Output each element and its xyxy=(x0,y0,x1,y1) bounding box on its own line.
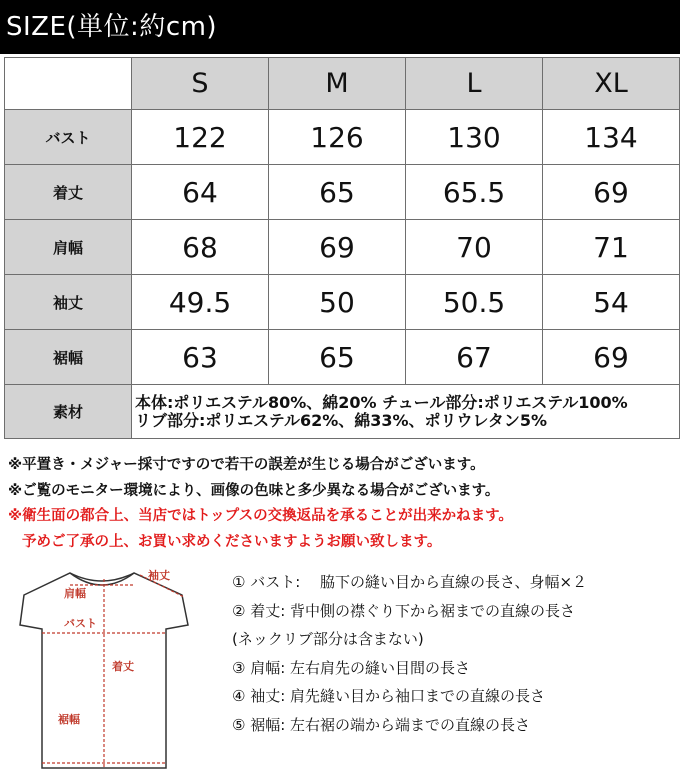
table-cell: 71 xyxy=(543,220,680,275)
size-header-l: L xyxy=(406,58,543,110)
size-header-row xyxy=(5,58,680,110)
table-cell: 130 xyxy=(406,110,543,165)
table-cell: 50.5 xyxy=(406,275,543,330)
measurement-legend xyxy=(232,568,672,739)
diagram-label-shoulder: 肩幅 xyxy=(64,587,86,600)
material-line-2: リブ部分:ポリエステル62%、綿33%、ポリウレタン5% xyxy=(135,410,548,430)
table-cell: 67 xyxy=(406,330,543,385)
table-row-bust xyxy=(5,110,680,165)
legend-shoulder: ③ 肩幅: 左右肩先の縫い目間の長さ xyxy=(232,658,471,677)
table-cell: 126 xyxy=(269,110,406,165)
row-label: 袖丈 xyxy=(5,275,132,330)
row-label: バスト xyxy=(5,110,132,165)
table-cell: 70 xyxy=(406,220,543,275)
diagram-label-length: 着丈 xyxy=(112,660,134,673)
page-title: SIZE(単位:約cm) xyxy=(0,0,680,54)
note-return-policy: ※衛生面の都合上、当店ではトップスの交換返品を承ることが出来かねます。 xyxy=(8,508,513,524)
legend-length-note: (ネックリブ部分は含まない) xyxy=(232,630,424,648)
table-row-hem xyxy=(5,330,680,385)
note-measurement: ※平置き・メジャー採寸ですので若干の誤差が生じる場合がございます。 xyxy=(8,457,485,473)
table-cell: 49.5 xyxy=(132,275,269,330)
table-cell: 65.5 xyxy=(406,165,543,220)
legend-sleeve: ④ 袖丈: 肩先縫い目から袖口までの直線の長さ xyxy=(232,687,546,705)
table-cell: 69 xyxy=(543,330,680,385)
table-cell: 134 xyxy=(543,110,680,165)
tshirt-diagram xyxy=(12,563,194,773)
table-cell: 68 xyxy=(132,220,269,275)
row-label: 肩幅 xyxy=(5,220,132,275)
table-cell: 50 xyxy=(269,275,406,330)
table-row-length xyxy=(5,165,680,220)
notes-section xyxy=(8,453,678,555)
row-label: 着丈 xyxy=(5,165,132,220)
row-label: 裾幅 xyxy=(5,330,132,385)
legend-length: ② 着丈: 背中側の襟ぐり下から裾までの直線の長さ xyxy=(232,601,576,620)
table-row-shoulder xyxy=(5,220,680,275)
size-header-m: M xyxy=(269,58,406,110)
table-cell: 122 xyxy=(132,110,269,165)
tshirt-outline-icon xyxy=(12,563,194,773)
size-header-s: S xyxy=(132,58,269,110)
table-cell: 54 xyxy=(543,275,680,330)
table-cell: 65 xyxy=(269,330,406,385)
table-cell: 69 xyxy=(543,165,680,220)
size-table xyxy=(4,57,680,439)
diagram-label-sleeve: 袖丈 xyxy=(148,569,170,582)
legend-hem: ⑤ 裾幅: 左右裾の端から端までの直線の長さ xyxy=(232,715,531,734)
table-cell: 65 xyxy=(269,165,406,220)
table-row-material xyxy=(5,385,680,439)
diagram-label-bust: バスト xyxy=(64,617,97,630)
material-cell xyxy=(132,385,680,439)
size-header-xl: XL xyxy=(543,58,680,110)
table-cell: 64 xyxy=(132,165,269,220)
corner-cell xyxy=(5,58,132,110)
material-line-1: 本体:ポリエステル80%、綿20% チュール部分:ポリエステル100% xyxy=(135,392,628,412)
table-cell: 63 xyxy=(132,330,269,385)
table-row-sleeve xyxy=(5,275,680,330)
row-label: 素材 xyxy=(5,385,132,439)
table-cell: 69 xyxy=(269,220,406,275)
diagram-label-hem: 裾幅 xyxy=(58,713,80,726)
note-return-policy-2: 予めご了承の上、お買い求めくださいますようお願い致します。 xyxy=(22,533,442,550)
legend-bust: ① バスト: 脇下の縫い目から直線の長さ、身幅×２ xyxy=(232,573,588,591)
note-monitor: ※ご覧のモニター環境により、画像の色味と多少異なる場合がございます。 xyxy=(8,482,500,499)
